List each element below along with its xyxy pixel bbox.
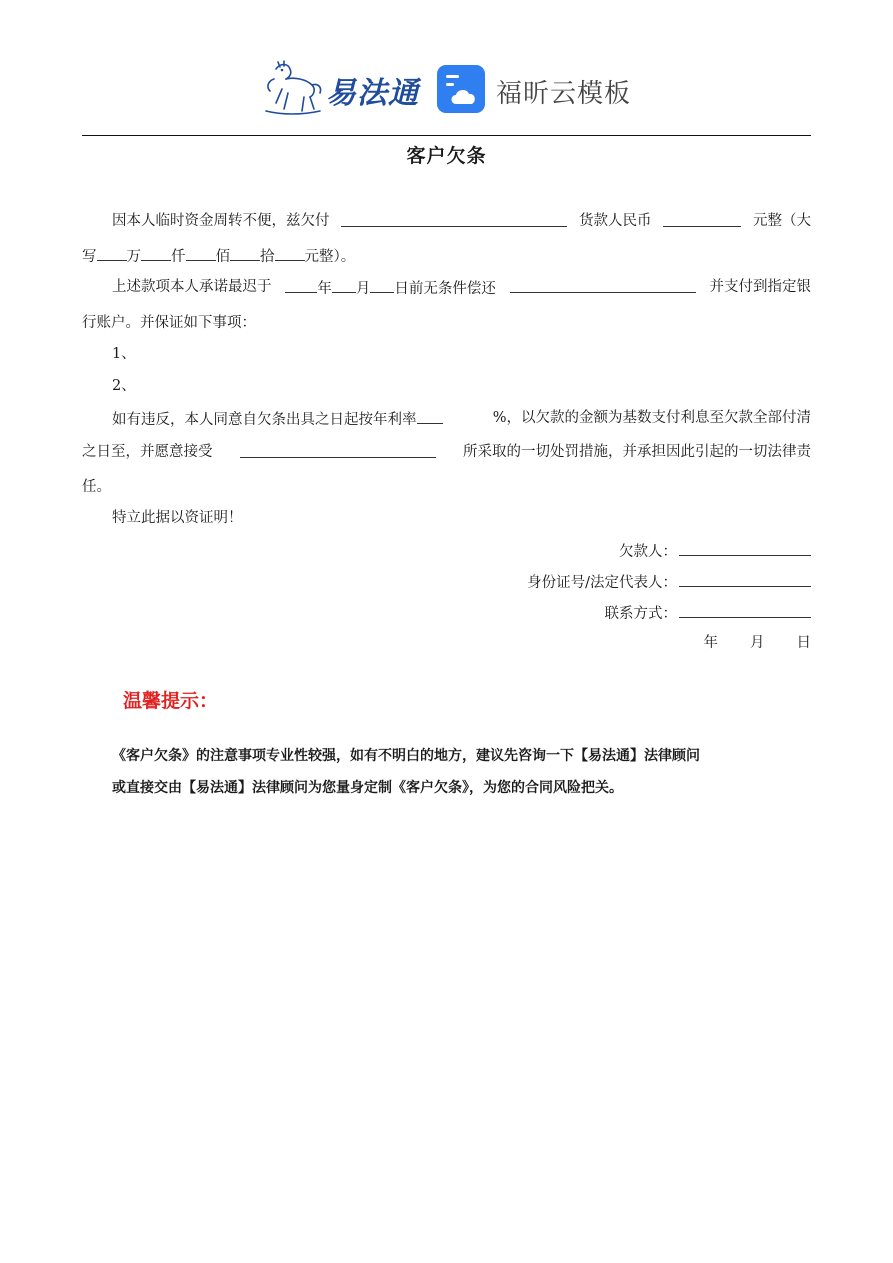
yifatong-logo-text: 易法通	[326, 76, 419, 111]
fuxin-logo	[436, 64, 631, 118]
document-title: 客户欠条	[406, 145, 487, 167]
id-label: 身份证号/法定代表人：	[527, 575, 677, 591]
p2-text-d: 行账户。并保证如下事项：	[82, 315, 256, 331]
p1-qian: 仟	[171, 249, 186, 265]
p3-text-a: 如有违反，本人同意自欠条出具之日起按年利率	[112, 412, 417, 428]
cloud-document-icon	[436, 64, 486, 118]
p2-year: 年	[317, 281, 332, 297]
signature-date	[704, 633, 812, 653]
yuan-blank[interactable]	[275, 245, 305, 261]
p2-month: 月	[355, 281, 371, 297]
paragraph-1-line-2	[82, 245, 355, 265]
p2-text-b: 日前无条件偿还	[394, 281, 496, 297]
p1-end: 元整）。	[304, 249, 356, 265]
p1-text-b: 货款人民币	[579, 213, 652, 229]
contact-label: 联系方式：	[604, 606, 677, 622]
contact-blank[interactable]	[679, 602, 811, 618]
p3-text-c: 之日至，并愿意接受	[82, 444, 213, 460]
p3-text-d: 所采取的一切处罚措施，并承担因此引起的一切法律责	[463, 444, 811, 460]
paragraph-3-line-2	[82, 442, 811, 462]
p1-text-a: 因本人临时资金周转不便，兹欠付	[112, 213, 330, 229]
p3-text-e: 任。	[82, 479, 111, 495]
date-year: 年	[703, 635, 718, 651]
debtor-label: 欠款人：	[619, 544, 677, 560]
p1-text-d: 写	[82, 249, 97, 265]
yifatong-logo	[262, 60, 419, 120]
closing-statement: 特立此据以资证明！	[112, 510, 243, 526]
year-blank[interactable]	[285, 277, 317, 293]
horse-icon	[262, 59, 324, 121]
p2-text-c: 并支付到指定银	[709, 279, 811, 295]
id-blank[interactable]	[679, 571, 811, 587]
fuxin-logo-text: 福昕云模板	[496, 78, 632, 109]
p3-text-b: %，以欠款的金额为基数支付利息至欠款全部付清	[492, 410, 811, 426]
qian-blank[interactable]	[141, 245, 171, 261]
bai-blank[interactable]	[186, 245, 216, 261]
header-divider	[82, 135, 811, 136]
payee-blank[interactable]	[341, 211, 567, 227]
debtor-blank[interactable]	[679, 540, 811, 556]
date-day: 日	[796, 635, 811, 651]
tips-line-2: 或直接交由【易法通】法律顾问为您量身定制《客户欠条》，为您的合同风险把关。	[112, 780, 623, 796]
paragraph-2-line-1	[82, 277, 811, 297]
repayment-method-blank[interactable]	[510, 277, 696, 293]
signature-debtor	[619, 540, 811, 560]
p1-shi: 拾	[260, 249, 275, 265]
p2-text-a: 上述款项本人承诺最迟于	[112, 279, 272, 295]
signature-id	[527, 571, 811, 591]
item-1: 1、	[112, 346, 136, 362]
interest-rate-blank[interactable]	[417, 408, 443, 424]
month-blank[interactable]	[332, 277, 356, 293]
shi-blank[interactable]	[230, 245, 260, 261]
wan-blank[interactable]	[97, 245, 127, 261]
p1-wan: 万	[126, 249, 141, 265]
tips-title: 温馨提示：	[123, 690, 219, 712]
p1-text-c: 元整（大	[753, 213, 811, 229]
item-2: 2、	[112, 378, 136, 394]
paragraph-1-line-1	[82, 211, 811, 231]
amount-blank[interactable]	[663, 211, 741, 227]
date-month: 月	[750, 635, 765, 651]
header	[0, 58, 893, 124]
creditor-blank[interactable]	[240, 442, 436, 458]
tips-line-1: 《客户欠条》的注意事项专业性较强，如有不明白的地方，建议先咨询一下【易法通】法律顾问	[112, 748, 700, 764]
paragraph-3-line-1	[82, 408, 811, 428]
p1-bai: 佰	[215, 249, 230, 265]
day-blank[interactable]	[370, 277, 394, 293]
signature-contact	[605, 602, 812, 622]
